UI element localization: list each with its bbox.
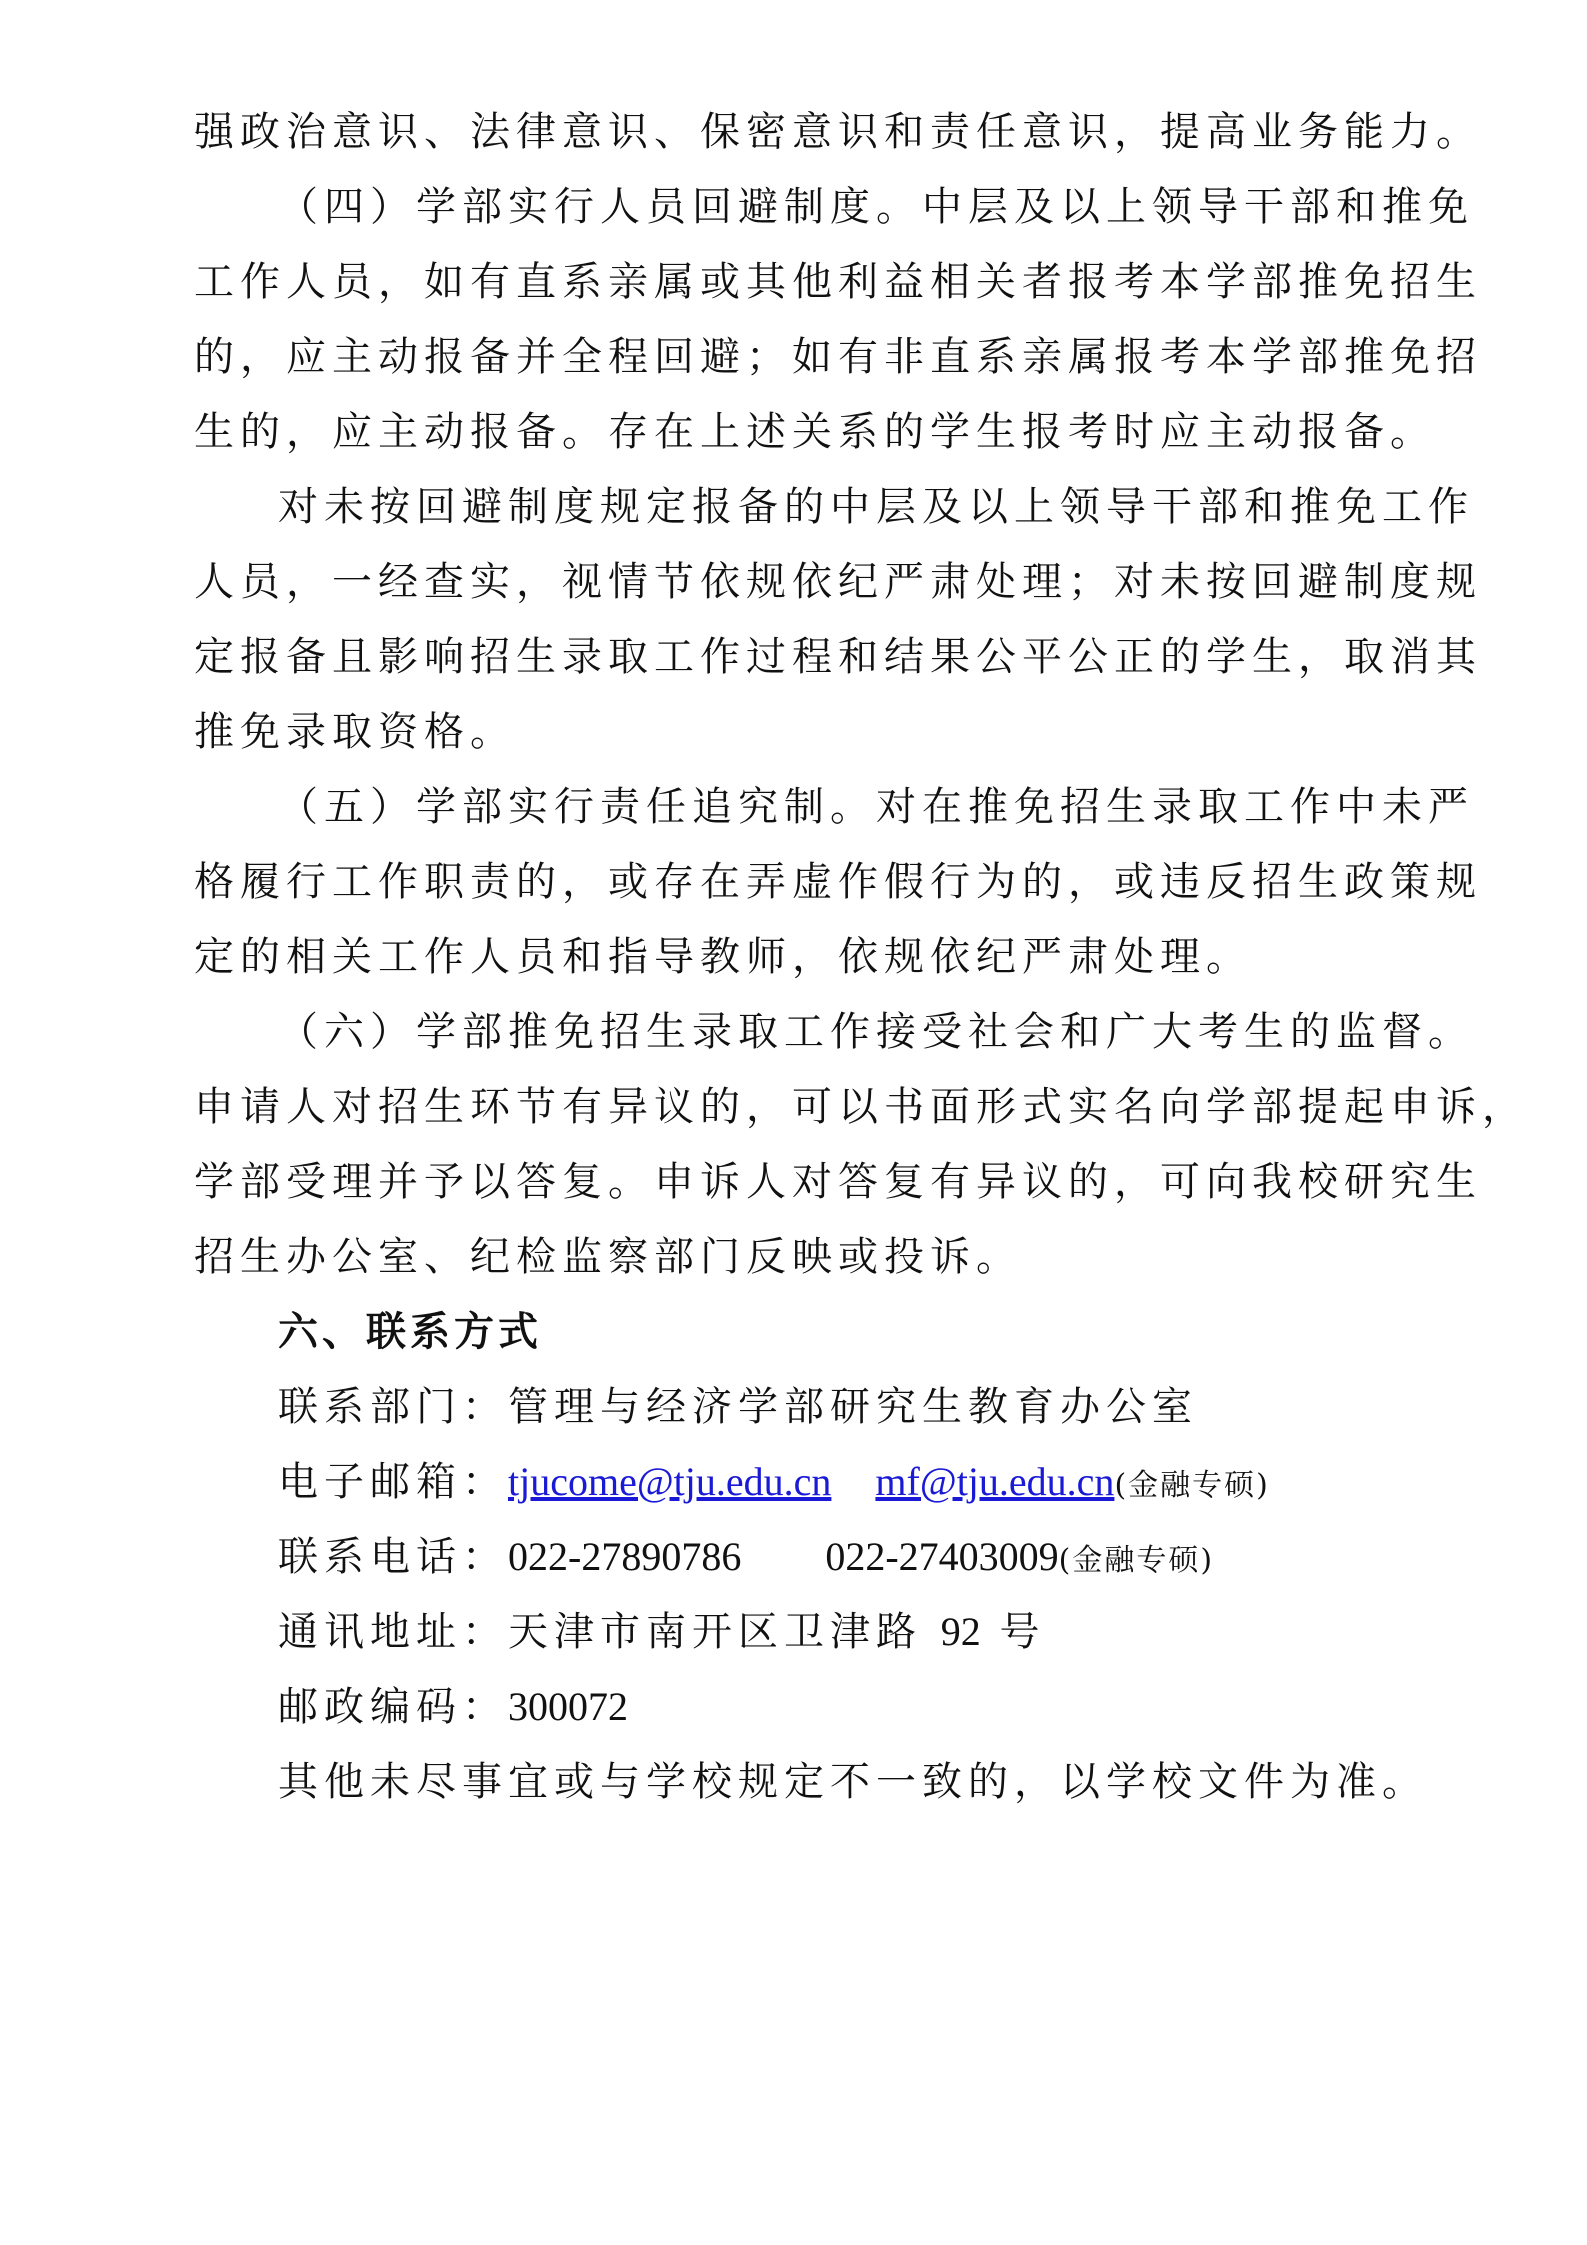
paragraph-line: （六）学部推免招生录取工作接受社会和广大考生的监督。 <box>278 1009 1474 1055</box>
paragraph-line: 推免录取资格。 <box>194 709 516 755</box>
department-value: 管理与经济学部研究生教育办公室 <box>508 1384 1198 1430</box>
paragraph-line: （五）学部实行责任追究制。对在推免招生录取工作中未严 <box>278 784 1474 830</box>
paragraph-line: 强政治意识、法律意识、保密意识和责任意识，提高业务能力。 <box>194 109 1482 155</box>
paragraph-line: 生的，应主动报备。存在上述关系的学生报考时应主动报备。 <box>194 409 1436 455</box>
email-link-primary[interactable]: tjucome@tju.edu.cn <box>508 1459 832 1504</box>
closing-statement: 其他未尽事宜或与学校规定不一致的，以学校文件为准。 <box>278 1759 1428 1805</box>
address-number: 92 <box>940 1609 981 1654</box>
email-finance-note: (金融专硕) <box>1114 1468 1270 1503</box>
address-label: 通讯地址： <box>278 1609 508 1655</box>
contact-department-row <box>278 1370 1198 1444</box>
section-heading: 六、联系方式 <box>278 1309 542 1355</box>
phone-label: 联系电话： <box>278 1534 508 1580</box>
paragraph-line: 工作人员，如有直系亲属或其他利益相关者报考本学部推免招生 <box>194 259 1482 305</box>
paragraph-line: （四）学部实行人员回避制度。中层及以上领导干部和推免 <box>278 184 1474 230</box>
email-link-finance[interactable]: mf@tju.edu.cn <box>875 1459 1115 1504</box>
phone-finance-note: (金融专硕) <box>1058 1543 1215 1578</box>
email-label: 电子邮箱： <box>278 1459 508 1505</box>
paragraph-line: 招生办公室、纪检监察部门反映或投诉。 <box>194 1234 1022 1280</box>
paragraph-line: 的，应主动报备并全程回避；如有非直系亲属报考本学部推免招 <box>194 334 1482 380</box>
paragraph-line: 对未按回避制度规定报备的中层及以上领导干部和推免工作 <box>278 484 1474 530</box>
address-value: 天津市南开区卫津路 <box>508 1609 922 1655</box>
phone-primary: 022-27890786 <box>508 1534 742 1579</box>
department-label: 联系部门： <box>278 1384 508 1430</box>
address-suffix: 号 <box>999 1609 1046 1655</box>
contact-address-row <box>278 1595 1045 1669</box>
postcode-value: 300072 <box>508 1684 628 1729</box>
paragraph-line: 申请人对招生环节有异议的，可以书面形式实名向学部提起申诉， <box>194 1084 1528 1130</box>
paragraph-line: 人员，一经查实，视情节依规依纪严肃处理；对未按回避制度规 <box>194 559 1482 605</box>
paragraph-line: 学部受理并予以答复。申诉人对答复有异议的，可向我校研究生 <box>194 1159 1482 1205</box>
contact-postcode-row <box>278 1670 628 1744</box>
contact-phone-row <box>278 1520 1214 1594</box>
phone-finance: 022-27403009 <box>825 1534 1059 1579</box>
postcode-label: 邮政编码： <box>278 1684 508 1730</box>
paragraph-line: 定报备且影响招生录取工作过程和结果公平公正的学生，取消其 <box>194 634 1482 680</box>
paragraph-line: 定的相关工作人员和指导教师，依规依纪严肃处理。 <box>194 934 1252 980</box>
contact-email-row <box>278 1445 1270 1519</box>
paragraph-line: 格履行工作职责的，或存在弄虚作假行为的，或违反招生政策规 <box>194 859 1482 905</box>
